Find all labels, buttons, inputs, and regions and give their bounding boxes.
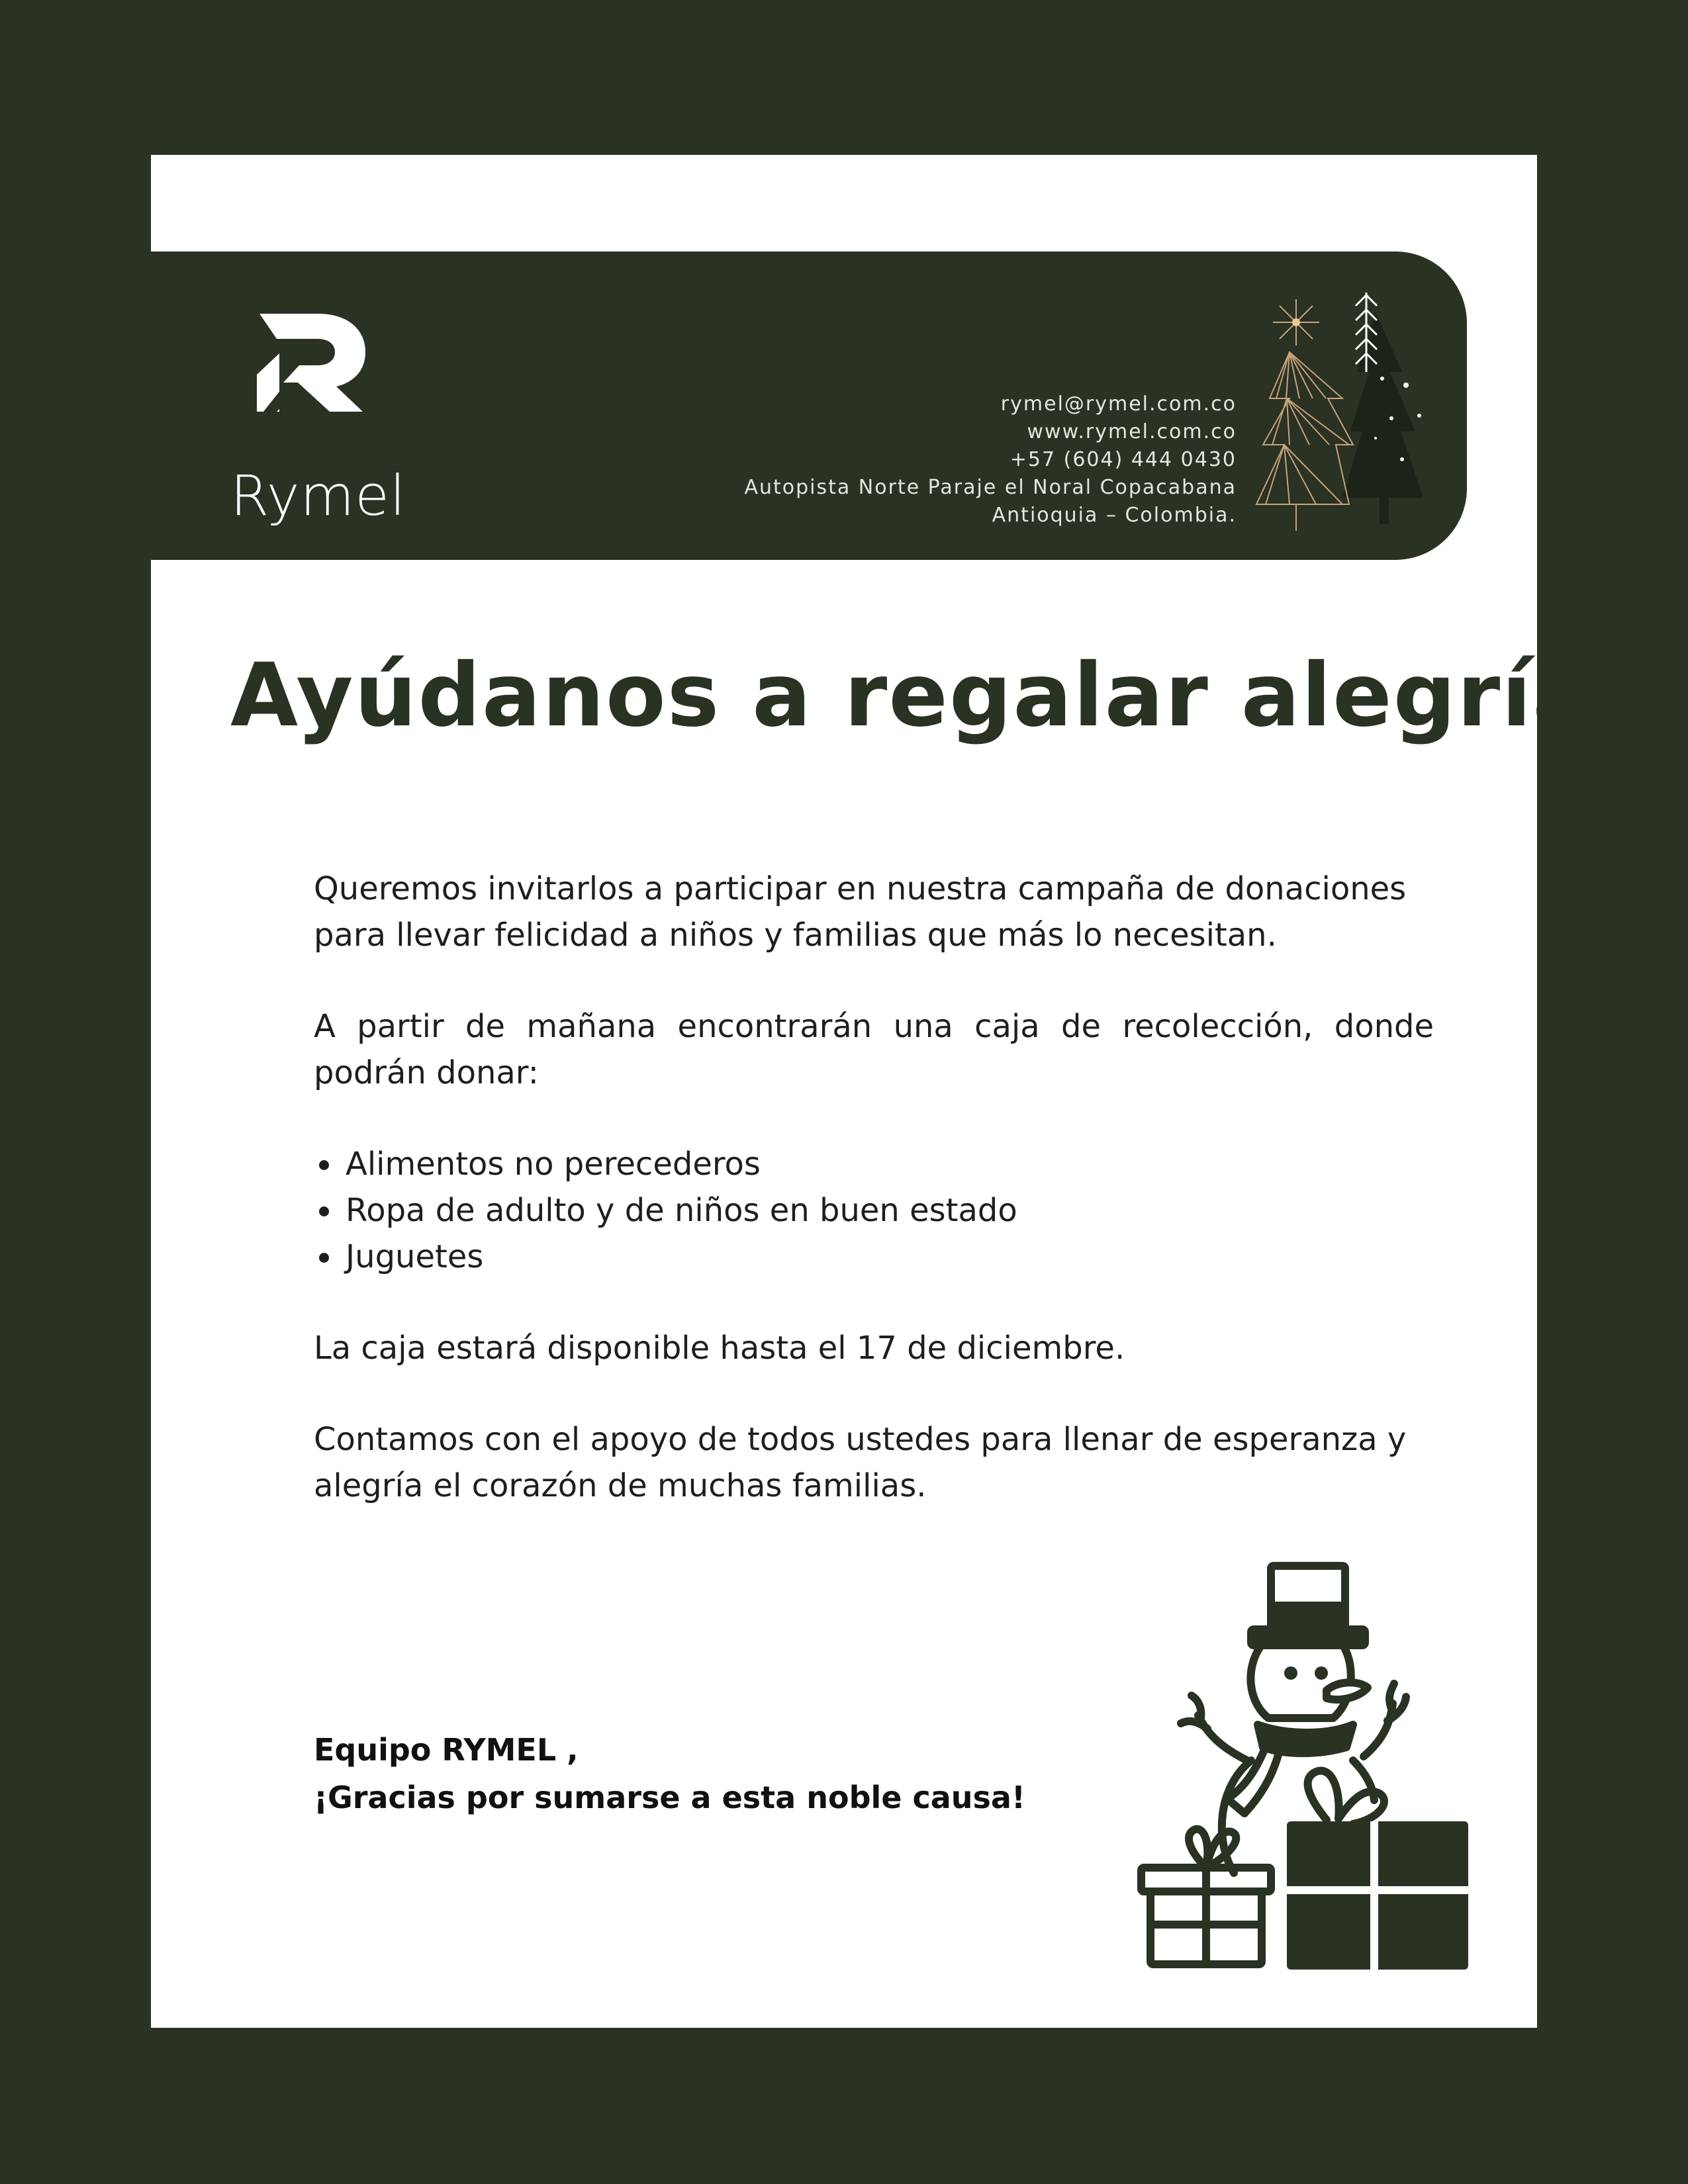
contact-block (744, 390, 1237, 529)
contact-region: Antioquia – Colombia. (992, 504, 1237, 527)
list-item: • Juguetes (343, 1234, 1434, 1280)
deadline-paragraph: La caja estará disponible hasta el 17 de diciembre. (314, 1330, 1125, 1367)
contact-email[interactable]: rymel@rymel.com.co (1000, 392, 1237, 416)
page-title: Ayúdanos a regalar alegría (230, 645, 1593, 747)
snowman-gifts-icon (1128, 1562, 1472, 1972)
letter-sheet (151, 155, 1593, 2028)
letter-body (314, 866, 1434, 1554)
signature-thanks: ¡Gracias por sumarse a esta noble causa! (314, 1780, 1025, 1815)
signature-team: Equipo RYMEL , (314, 1732, 579, 1768)
letterhead-banner (151, 251, 1467, 560)
box-info-paragraph: A partir de mañana encontrarán una caja de recolección, donde podrán donar: (314, 1008, 1434, 1091)
donation-list (314, 1141, 1434, 1280)
rymel-logo-icon (257, 314, 368, 412)
christmas-trees-icon (1250, 286, 1448, 544)
list-item: • Alimentos no perecederos (343, 1141, 1434, 1187)
signature-block (314, 1726, 1025, 1821)
list-item: • Ropa de adulto y de niños en buen estado (343, 1187, 1434, 1234)
contact-address: Autopista Norte Paraje el Noral Copacabana (744, 476, 1237, 499)
closing-paragraph: Contamos con el apoyo de todos ustedes para llenar de esperanza y alegría el corazón de muchas familias. (314, 1421, 1407, 1504)
intro-paragraph: Queremos invitarlos a participar en nuestra campaña de donaciones para llevar felicidad a niños y familias que más lo necesitan. (314, 870, 1407, 954)
brand-name: Rymel (230, 463, 406, 528)
contact-website[interactable]: www.rymel.com.co (1027, 420, 1237, 443)
contact-phone: +57 (604) 444 0430 (1009, 448, 1237, 471)
